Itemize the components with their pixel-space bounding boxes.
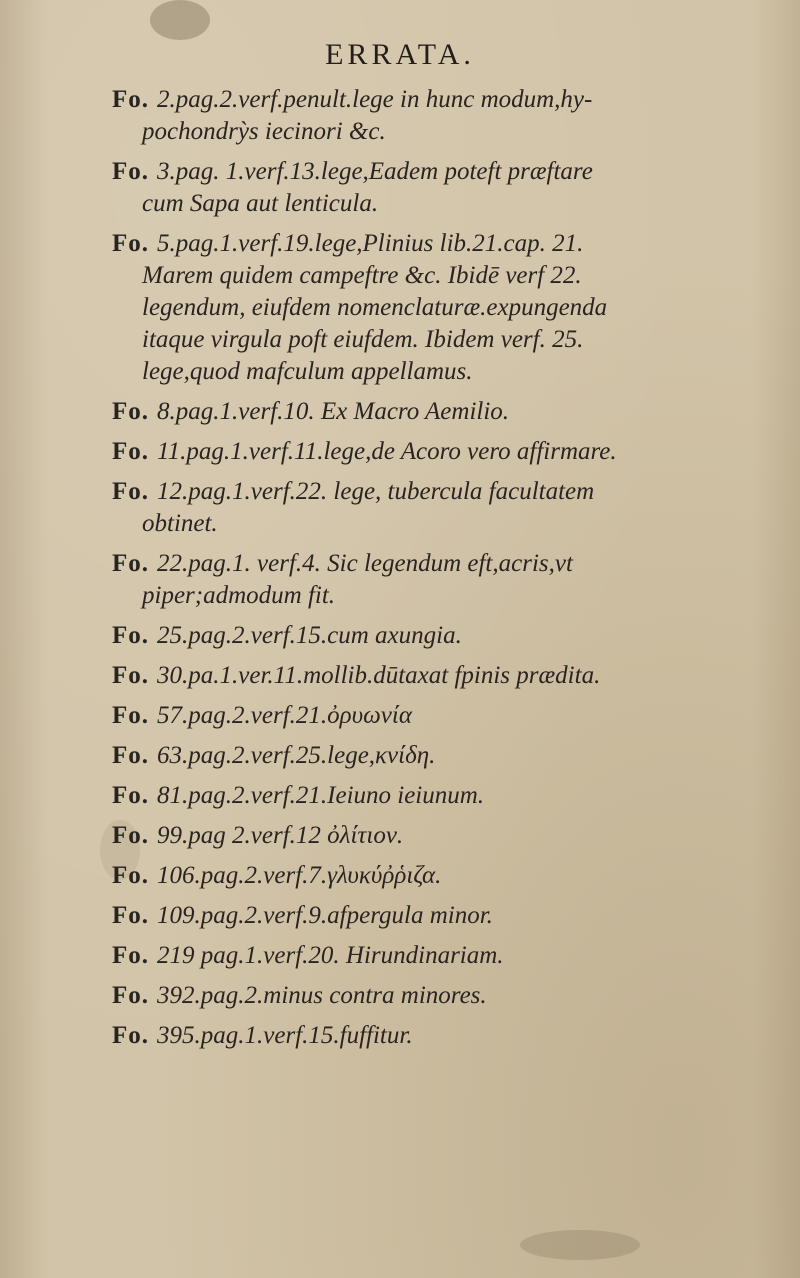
folio-label: Fo. <box>112 742 150 769</box>
folio-label: Fo. <box>112 782 150 809</box>
entry-line: 99.pag 2.verf.12 ὀλίτιον. <box>157 822 404 849</box>
errata-entry <box>112 860 782 892</box>
entry-line: 81.pag.2.verf.21.Ieiuno ieiunum. <box>157 782 485 809</box>
entry-line: legendum, eiufdem nomenclaturæ.expungenda <box>142 294 608 321</box>
folio-label: Fo. <box>112 862 150 889</box>
folio-label: Fo. <box>112 550 150 577</box>
errata-entry <box>112 700 782 732</box>
entry-line: 3.pag. 1.verf.13.lege,Eadem poteft præftare <box>157 158 593 185</box>
folio-label: Fo. <box>112 158 150 185</box>
entry-line: 109.pag.2.verf.9.afpergula minor. <box>157 902 493 929</box>
errata-entry <box>112 740 782 772</box>
errata-entry <box>112 396 782 428</box>
entry-line: piper;admodum fit. <box>142 582 336 609</box>
entry-line: itaque virgula poft eiufdem. Ibidem verf. 25. <box>142 326 584 353</box>
entry-line: 11.pag.1.verf.11.lege,de Acoro vero affirmare. <box>157 438 617 465</box>
errata-entry <box>112 228 782 388</box>
entry-line: cum Sapa aut lenticula. <box>142 190 379 217</box>
errata-entry <box>112 436 782 468</box>
errata-entry <box>112 820 782 852</box>
folio-label: Fo. <box>112 230 150 257</box>
errata-entry <box>112 940 782 972</box>
entry-line: 106.pag.2.verf.7.γλυκύῤῥιζα. <box>157 862 442 889</box>
folio-label: Fo. <box>112 1022 150 1049</box>
entry-line: 395.pag.1.verf.15.fuffitur. <box>157 1022 413 1049</box>
errata-list <box>112 84 782 1060</box>
paper-stain <box>520 1230 640 1260</box>
entry-line: 63.pag.2.verf.25.lege,κνίδη. <box>157 742 436 769</box>
paper-stain <box>150 0 210 40</box>
entry-line: 57.pag.2.verf.21.ὀρυωνία <box>157 702 412 729</box>
errata-entry <box>112 900 782 932</box>
folio-label: Fo. <box>112 478 150 505</box>
errata-entry <box>112 84 782 148</box>
errata-entry <box>112 476 782 540</box>
folio-label: Fo. <box>112 702 150 729</box>
entry-line: lege,quod mafculum appellamus. <box>142 358 473 385</box>
errata-entry <box>112 1020 782 1052</box>
errata-entry <box>112 620 782 652</box>
folio-label: Fo. <box>112 822 150 849</box>
entry-line: 392.pag.2.minus contra minores. <box>157 982 487 1009</box>
errata-entry <box>112 780 782 812</box>
errata-entry <box>112 156 782 220</box>
entry-line: 25.pag.2.verf.15.cum axungia. <box>157 622 462 649</box>
folio-label: Fo. <box>112 398 150 425</box>
entry-line: 2.pag.2.verf.penult.lege in hunc modum,hy- <box>157 86 593 113</box>
errata-entry <box>112 660 782 692</box>
entry-line: 22.pag.1. verf.4. Sic legendum eft,acris,vt <box>157 550 573 577</box>
entry-line: pochondrỳs iecinori &c. <box>142 118 386 145</box>
entry-line: 30.pa.1.ver.11.mollib.dūtaxat fpinis prædita. <box>157 662 601 689</box>
page-title: ERRATA. <box>325 38 475 71</box>
entry-line: 8.pag.1.verf.10. Ex Macro Aemilio. <box>157 398 510 425</box>
entry-line: obtinet. <box>142 510 218 537</box>
errata-entry <box>112 980 782 1012</box>
folio-label: Fo. <box>112 982 150 1009</box>
entry-line: 219 pag.1.verf.20. Hirundinariam. <box>157 942 504 969</box>
entry-line: Marem quidem campeftre &c. Ibidē verf 22. <box>142 262 582 289</box>
folio-label: Fo. <box>112 942 150 969</box>
folio-label: Fo. <box>112 622 150 649</box>
entry-line: 12.pag.1.verf.22. lege, tubercula facultatem <box>157 478 595 505</box>
folio-label: Fo. <box>112 662 150 689</box>
folio-label: Fo. <box>112 86 150 113</box>
errata-entry <box>112 548 782 612</box>
folio-label: Fo. <box>112 902 150 929</box>
entry-line: 5.pag.1.verf.19.lege,Plinius lib.21.cap. 21. <box>157 230 584 257</box>
folio-label: Fo. <box>112 438 150 465</box>
